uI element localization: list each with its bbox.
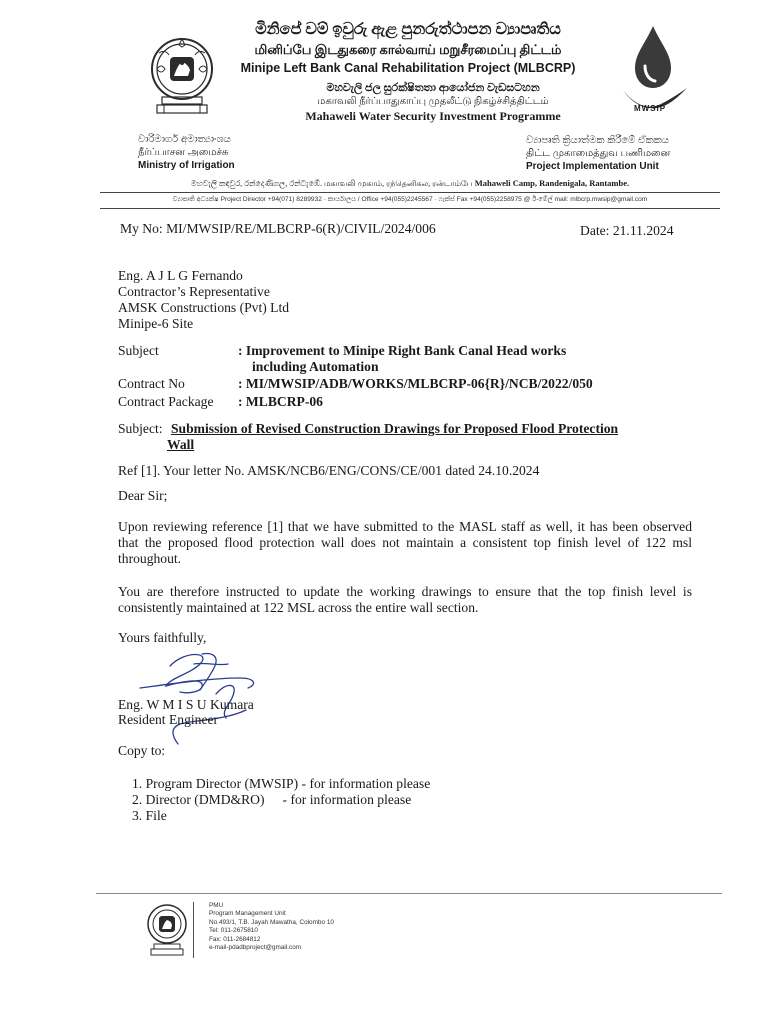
- subject-value: : Improvement to Minipe Right Bank Canal Head works: [238, 343, 567, 358]
- list-item: 2. Director (DMD&RO) - for information please: [132, 792, 412, 807]
- list-item: 3. File: [132, 808, 167, 823]
- project-name-english: Minipe Left Bank Canal Rehabilitation Project (MLBCRP): [240, 61, 576, 75]
- list-item: 1. Program Director (MWSIP) - for information please: [132, 776, 431, 791]
- footer-line: Tel: 011-2675810: [209, 927, 258, 935]
- address-local: මහවැලි කඳවුර, රන්දෙණිගල, රන්ටැඹේ. மகாவலி முகாம், ரந்தெனிகல, ரன்டாம்பே: [190, 179, 473, 188]
- subject-heading: Submission of Revised Construction Drawings for Proposed Flood Protection: [171, 421, 619, 436]
- body-paragraph-2: You are therefore instructed to update the working drawings to ensure that the top finish level is consistently maintained at 122 MSL across the entire wall section.: [118, 584, 692, 615]
- header-divider-top: [100, 192, 720, 193]
- footer-line: Program Management Unit: [209, 910, 286, 918]
- piu-sinhala: ව්‍යාපෘති ක්‍රියාත්මක කිරීමේ ඒකකය: [526, 135, 670, 146]
- subject-label: Subject: [118, 343, 159, 358]
- footer-line: No.493/1, T.B. Jayah Mawatha, Colombo 10: [209, 918, 334, 926]
- subject-heading-label: Subject:: [118, 421, 163, 436]
- piu-english: Project Implementation Unit: [526, 161, 659, 172]
- contract-no-value: : MI/MWSIP/ADB/WORKS/MLBCRP-06{R}/NCB/2022/050: [238, 376, 593, 391]
- copy-to-label: Copy to:: [118, 743, 166, 758]
- project-name-tamil: மினிப்பே இடதுகரை கால்வாய் மறுசீரமைப்பு திட்டம்: [254, 42, 562, 57]
- programme-tamil: மகாவலி நீர்ப்பாதுகாப்பு முதலீட்டு நிகழ்ச்சித்திட்டம்: [317, 96, 549, 107]
- mwsip-logo-label: MWSIP: [634, 104, 667, 113]
- contract-package-value: : MLBCRP-06: [238, 394, 323, 409]
- copy-list: [132, 776, 430, 824]
- body-paragraph-1: Upon reviewing reference [1] that we have submitted to the MASL staff as well, it has been observed that the proposed flood protection wall does not maintain a consistent top finish level of 122 msl throughout.: [118, 519, 692, 566]
- footer-info: [209, 902, 334, 952]
- programme-sinhala: මහවැලි ජල සුරක්ෂිතතා ආයෝජන වැඩසටහන: [326, 82, 540, 94]
- signatory-name: Eng. W M I S U Kumara: [118, 697, 254, 712]
- footer-line: PMU: [209, 902, 224, 909]
- recipient-block: [118, 268, 289, 332]
- programme-block: [268, 81, 598, 124]
- footer-divider: [96, 893, 722, 894]
- subject-value-cont: including Automation: [252, 359, 379, 374]
- signatory-title: Resident Engineer: [118, 712, 219, 727]
- reference-line: Ref [1]. Your letter No. AMSK/NCB6/ENG/CONS/CE/001 dated 24.10.2024: [118, 463, 540, 478]
- ministry-block: [138, 133, 235, 172]
- reference-number: My No: MI/MWSIP/RE/MLBCRP-6(R)/CIVIL/2024/006: [120, 221, 436, 236]
- contract-package-label: Contract Package: [118, 394, 214, 409]
- project-name-sinhala: මිනිපේ වම් ඉවුරු ඇළ පුනරුත්ථාපන ව්‍යාපෘතිය: [255, 21, 561, 38]
- letter-date: Date: 21.11.2024: [580, 223, 674, 238]
- header-title-block: [228, 20, 588, 77]
- piu-tamil: திட்ட முகாமைத்துவ பணிமனை: [526, 148, 671, 159]
- ministry-sinhala: වාරිමාර්ග අමාත්‍යාංශය: [138, 134, 231, 145]
- header-divider-bottom: [100, 208, 720, 209]
- footer-vertical-divider: [193, 902, 194, 958]
- contact-line: ව්‍යාපෘති අධ්‍යක්ෂ Project Director +94(071) 8289932 · කාර්යාලය / Office +94(055)2245567 · ෆැක්ස් Fax +94(055)2258975 @ ඊ-මේල් mail: mlbcrp.mwsip@gmail.com: [172, 196, 648, 203]
- address-english: Mahaweli Camp, Randenigala, Rantambe.: [474, 178, 630, 188]
- ministry-tamil: நீர்ப்பாசன அமைச்சு: [138, 147, 229, 158]
- recipient-line: Contractor’s Representative: [118, 284, 270, 299]
- closing: Yours faithfully,: [118, 630, 207, 645]
- subject-heading-cont: Wall: [167, 437, 195, 452]
- piu-block: [526, 134, 670, 173]
- ministry-english: Ministry of Irrigation: [138, 160, 235, 171]
- address-line: [100, 178, 720, 189]
- recipient-line: Minipe-6 Site: [118, 316, 194, 331]
- footer-line: Fax: 011-2684812: [209, 935, 261, 943]
- footer-emblem: [145, 902, 189, 958]
- contract-no-label: Contract No: [118, 376, 185, 391]
- footer-line: e-mail-pdadbproject@gmail.com: [209, 944, 302, 952]
- salutation: Dear Sir;: [118, 488, 168, 503]
- programme-english: Mahaweli Water Security Investment Programme: [305, 109, 561, 123]
- recipient-line: AMSK Constructions (Pvt) Ltd: [118, 300, 290, 315]
- recipient-line: Eng. A J L G Fernando: [118, 268, 243, 283]
- sri-lanka-emblem: [147, 31, 217, 119]
